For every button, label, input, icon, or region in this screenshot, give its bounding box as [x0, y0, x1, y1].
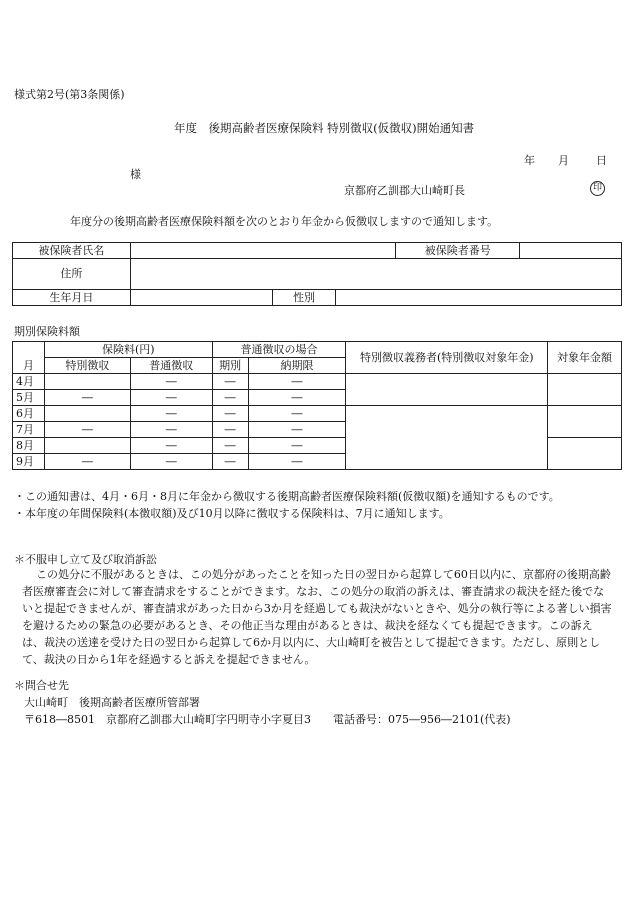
ordinary-collection-header: 普通徴収 — [130, 358, 212, 374]
date-day-label: 日 — [596, 154, 607, 167]
seal-mark: 印 — [590, 180, 605, 196]
ordinary-value: ― — [130, 374, 212, 390]
insured-name-label: 被保険者氏名 — [13, 243, 131, 259]
ordinary-value: ― — [130, 454, 212, 470]
period-premium-table — [12, 341, 622, 470]
insured-info-table — [12, 242, 622, 306]
special-value — [44, 438, 130, 454]
contact-title: ＊問合せ先 — [14, 679, 69, 692]
pension-cell — [548, 438, 622, 470]
special-value — [44, 374, 130, 390]
birth-date-value — [130, 290, 272, 306]
pension-cell — [548, 374, 622, 406]
month-row — [13, 406, 622, 422]
month-label: 5月 — [13, 390, 45, 406]
address-value — [130, 259, 621, 290]
ordinary-value: ― — [130, 422, 212, 438]
due-value: ― — [248, 438, 346, 454]
contact-office: 大山崎町 後期高齢者医療所管部署 — [24, 696, 200, 709]
note-2: ・本年度の年間保険料(本徴収額)及び10月以降に徴収する保険料は、7月に通知します。 — [14, 507, 450, 520]
obligor-cell — [346, 374, 548, 406]
due-value: ― — [248, 422, 346, 438]
special-collection-header: 特別徴収 — [44, 358, 130, 374]
insured-name-value — [130, 243, 396, 259]
term-value: ― — [212, 390, 248, 406]
obligor-cell — [346, 406, 548, 470]
ordinary-case-header: 普通徴収の場合 — [212, 342, 346, 358]
special-value: ― — [44, 422, 130, 438]
special-value — [44, 406, 130, 422]
due-date-header: 納期限 — [248, 358, 346, 374]
pension-cell — [548, 406, 622, 438]
due-value: ― — [248, 454, 346, 470]
ordinary-value: ― — [130, 406, 212, 422]
document-title: 年度 後期高齢者医療保険料 特別徴収(仮徴収)開始通知書 — [174, 121, 475, 135]
appeal-title: ＊不服申し立て及び取消訴訟 — [14, 553, 157, 566]
premium-header: 保険料(円) — [44, 342, 212, 358]
month-header: 月 — [13, 342, 45, 374]
insured-number-label: 被保険者番号 — [396, 243, 520, 259]
special-value: ― — [44, 454, 130, 470]
due-value: ― — [248, 390, 346, 406]
date-month-label: 月 — [558, 154, 569, 167]
term-header: 期別 — [212, 358, 248, 374]
appeal-body: この処分に不服があるときは、この処分があったことを知った日の翌日から起算して60日以内に、京都府の後期高齢者医療審査会に対して審査請求をすることができます。なお、この処分の取消の訴えは、審査請求の裁決を経た後でないと提起できませんが、審査請求があった日から3か月を経過しても裁決がないときや、処分の執行等による著しい損害を避けるための緊急の必要があるとき、その他正当な理由があるときは、裁決を経なくても提起できます。この訴えは、裁決の送達を受けた日の翌日から起算して6か月以内に、大山崎町を被告として提起できます。ただし、原則として、裁決の日から1年を経過すると訴えを提起できません。 — [22, 568, 612, 666]
special-value: ― — [44, 390, 130, 406]
intro-text: 年度分の後期高齢者医療保険料額を次のとおり年金から仮徴収しますので通知します。 — [70, 215, 499, 228]
addressee-suffix: 様 — [130, 168, 141, 181]
ordinary-value: ― — [130, 390, 212, 406]
month-row — [13, 374, 622, 390]
date-year-label: 年 — [524, 154, 535, 167]
issuer-name: 京都府乙訓郡大山崎町長 — [344, 184, 465, 197]
month-label: 8月 — [13, 438, 45, 454]
pension-amount-header: 対象年金額 — [548, 342, 622, 374]
due-value: ― — [248, 406, 346, 422]
period-section-title: 期別保険料額 — [14, 325, 80, 338]
month-label: 9月 — [13, 454, 45, 470]
sex-label: 性別 — [272, 290, 336, 306]
ordinary-value: ― — [130, 438, 212, 454]
term-value: ― — [212, 406, 248, 422]
note-1: ・この通知書は、4月・6月・8月に年金から徴収する後期高齢者医療保険料額(仮徴収額)を通知するものです。 — [14, 490, 560, 503]
insured-number-value — [520, 243, 622, 259]
month-label: 7月 — [13, 422, 45, 438]
form-number: 様式第2号(第3条関係) — [14, 88, 125, 101]
obligor-header: 特別徴収義務者(特別徴収対象年金) — [346, 342, 548, 374]
term-value: ― — [212, 438, 248, 454]
sex-value — [336, 290, 622, 306]
month-label: 6月 — [13, 406, 45, 422]
month-label: 4月 — [13, 374, 45, 390]
address-label: 住所 — [13, 259, 131, 290]
term-value: ― — [212, 374, 248, 390]
contact-address: 〒618―8501 京都府乙訓郡大山崎町字円明寺小字夏目3 電話番号：075―956―2101(代表) — [24, 713, 511, 726]
birth-date-label: 生年月日 — [13, 290, 131, 306]
due-value: ― — [248, 374, 346, 390]
term-value: ― — [212, 454, 248, 470]
term-value: ― — [212, 422, 248, 438]
